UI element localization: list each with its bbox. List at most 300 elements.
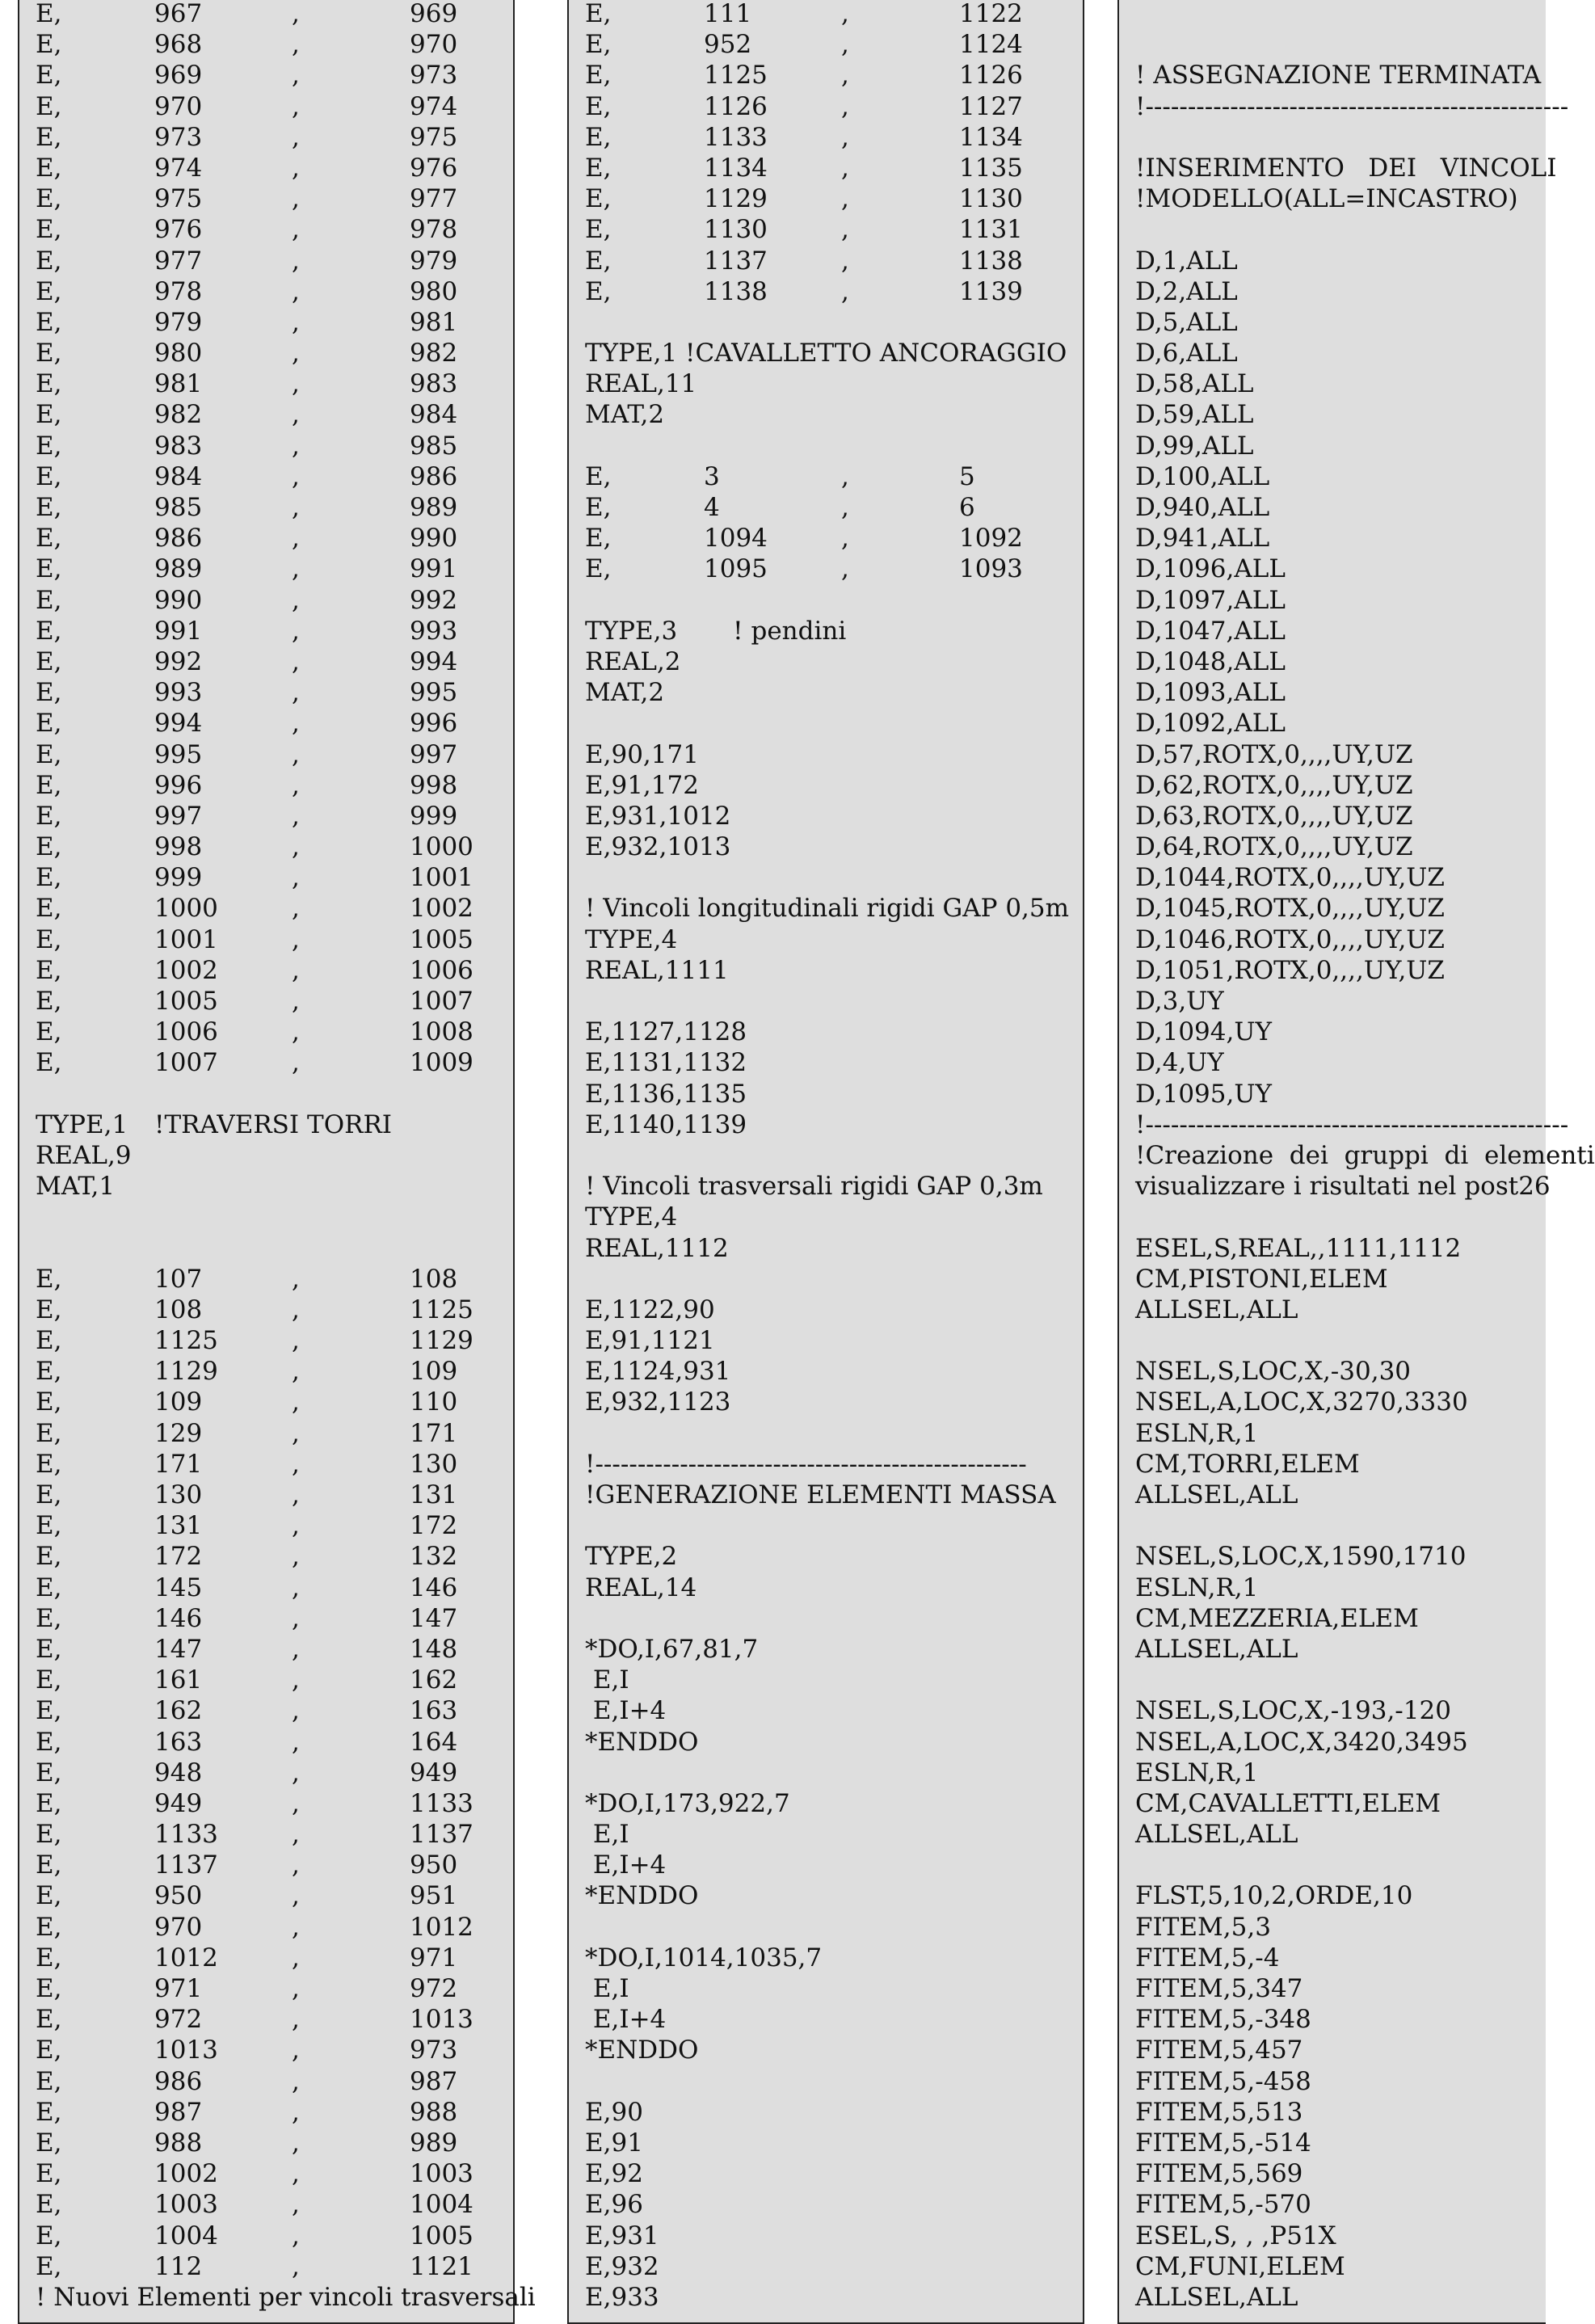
- code-token: ,: [292, 122, 300, 152]
- code-token: E,: [36, 1850, 62, 1880]
- code-token: 985: [154, 493, 203, 522]
- code-line: [585, 2221, 1083, 2251]
- code-token: 1005: [410, 2221, 473, 2250]
- code-line: [36, 801, 513, 832]
- code-token: ,: [292, 2128, 300, 2158]
- code-token: E,: [36, 1603, 62, 1633]
- code-token: 172: [154, 1542, 203, 1572]
- code-token: E,: [36, 1665, 62, 1695]
- code-text: D,1097,ALL: [1135, 585, 1286, 615]
- code-token: ,: [292, 894, 300, 924]
- code-line: [585, 1449, 1083, 1480]
- code-line: [1135, 677, 1546, 708]
- code-token: ,: [292, 1788, 300, 1818]
- code-line: [1135, 2158, 1546, 2189]
- code-token: ,: [292, 709, 300, 739]
- code-token: 976: [154, 215, 203, 245]
- code-token: E,: [36, 215, 62, 245]
- code-token: 1134: [704, 153, 768, 183]
- code-token: ,: [292, 246, 300, 276]
- code-token: 146: [410, 1572, 458, 1602]
- code-line: [585, 646, 1083, 677]
- code-text: D,1093,ALL: [1135, 678, 1286, 708]
- code-line: [1135, 91, 1569, 122]
- code-token: 999: [154, 863, 203, 893]
- code-line: [36, 29, 513, 60]
- code-text: FITEM,5,347: [1135, 1974, 1303, 2003]
- code-line: [36, 646, 513, 677]
- code-line: [585, 739, 1083, 770]
- code-text: MAT,1: [36, 1172, 116, 1202]
- code-text: E,1122,90: [585, 1295, 715, 1324]
- code-token: 1139: [959, 276, 1023, 306]
- code-text: TYPE,4: [585, 1202, 678, 1232]
- code-line: [1135, 2251, 1546, 2282]
- code-text: E,933: [585, 2282, 659, 2312]
- code-line: [1135, 2004, 1546, 2035]
- code-token: 1137: [410, 1820, 473, 1850]
- code-token: ,: [841, 61, 849, 91]
- code-token: E,: [36, 1881, 62, 1911]
- code-line: [1135, 1140, 1595, 1171]
- code-token: 993: [154, 678, 203, 708]
- code-line: [36, 708, 513, 739]
- code-token: ,: [841, 524, 849, 554]
- code-token: E,: [36, 461, 62, 491]
- code-text: D,1051,ROTX,0,,,,UY,UZ: [1135, 955, 1445, 985]
- code-line: [1135, 461, 1546, 492]
- code-text: ALLSEL,ALL: [1135, 1634, 1298, 1664]
- code-token: 163: [154, 1727, 203, 1757]
- code-token: E,: [585, 524, 612, 554]
- code-token: 981: [410, 307, 458, 337]
- code-token: 1131: [959, 215, 1023, 245]
- code-text: CM,MEZZERIA,ELEM: [1135, 1603, 1419, 1633]
- code-token: 171: [410, 1418, 458, 1448]
- code-token: ,: [292, 30, 300, 60]
- code-token: E,: [36, 1295, 62, 1324]
- code-token: 161: [154, 1665, 203, 1695]
- code-text: ESLN,R,1: [1135, 1758, 1259, 1787]
- code-token: 997: [154, 801, 203, 831]
- code-line: [36, 1541, 513, 1572]
- code-token: ,: [292, 2097, 300, 2127]
- code-line: [1135, 1727, 1546, 1758]
- code-token: E,: [36, 1511, 62, 1541]
- code-text: E,92: [585, 2159, 643, 2189]
- code-text: FITEM,5,-570: [1135, 2190, 1311, 2220]
- code-token: 1121: [410, 2251, 473, 2281]
- code-line: [36, 1171, 513, 1202]
- code-line: [36, 832, 513, 862]
- code-token: ,: [292, 616, 300, 646]
- code-token: 131: [410, 1480, 458, 1509]
- code-token: E,: [585, 122, 612, 152]
- code-text: FITEM,5,569: [1135, 2159, 1303, 2189]
- code-token: E,: [36, 1634, 62, 1664]
- code-line: [585, 832, 1083, 862]
- code-token: E,: [585, 276, 612, 306]
- code-token: ,: [292, 554, 300, 584]
- code-line: [36, 616, 513, 646]
- code-text: MAT,2: [585, 678, 665, 708]
- code-token: ,: [292, 2159, 300, 2189]
- code-token: ,: [292, 1758, 300, 1787]
- code-token: 986: [154, 524, 203, 554]
- code-line: [36, 924, 513, 955]
- code-line: [36, 1788, 513, 1819]
- code-text: CM,CAVALLETTI,ELEM: [1135, 1788, 1441, 1818]
- code-token: ,: [292, 91, 300, 121]
- code-token: ,: [292, 431, 300, 461]
- code-token: 996: [410, 709, 458, 739]
- code-text: MAT,2: [585, 400, 665, 430]
- code-token: E,: [36, 2097, 62, 2127]
- code-line: [585, 1850, 1083, 1880]
- code-line: [1135, 1634, 1546, 1665]
- code-line: [585, 1264, 1083, 1295]
- code-token: 973: [410, 61, 458, 91]
- code-line: [1135, 1264, 1546, 1295]
- code-token: E,: [36, 1480, 62, 1509]
- code-line: [585, 1758, 1083, 1788]
- code-token: 988: [154, 2128, 203, 2158]
- code-line: [585, 1541, 1083, 1572]
- code-token: ,: [292, 1603, 300, 1633]
- code-line: [585, 461, 1083, 492]
- code-line: [1135, 585, 1546, 616]
- code-line: [36, 0, 513, 29]
- code-text: CM,TORRI,ELEM: [1135, 1449, 1360, 1479]
- code-token: TYPE,1: [36, 1109, 128, 1139]
- code-token: E,: [36, 585, 62, 615]
- code-token: 975: [154, 184, 203, 214]
- code-line: [585, 91, 1083, 122]
- code-line: [1135, 1356, 1546, 1387]
- code-token: E,: [36, 122, 62, 152]
- code-text: E,I: [585, 1974, 629, 2003]
- code-token: 969: [410, 0, 458, 28]
- code-text: NSEL,A,LOC,X,3270,3330: [1135, 1387, 1468, 1417]
- code-text: E,I+4: [585, 2005, 667, 2035]
- code-line: [36, 2004, 513, 2035]
- code-token: 3: [704, 461, 720, 491]
- code-token: ,: [841, 554, 849, 584]
- code-token: ,: [292, 1295, 300, 1324]
- code-text: REAL,11: [585, 369, 697, 399]
- code-token: 1001: [154, 924, 218, 954]
- code-token: ,: [292, 1418, 300, 1448]
- code-token: 971: [410, 1943, 458, 1972]
- code-line: [585, 122, 1083, 153]
- code-line: [36, 399, 513, 430]
- code-text: E,1136,1135: [585, 1079, 747, 1109]
- code-line: [36, 2097, 513, 2128]
- code-token: 998: [154, 832, 203, 862]
- code-text: D,1094,UY: [1135, 1017, 1272, 1047]
- code-line: [585, 1387, 1083, 1417]
- code-line: [585, 2035, 1083, 2065]
- code-line: [585, 986, 1083, 1017]
- code-token: E,: [36, 153, 62, 183]
- code-line: [36, 554, 513, 584]
- code-token: E,: [585, 91, 612, 121]
- code-line: [1135, 1788, 1546, 1819]
- code-token: E,: [36, 1727, 62, 1757]
- code-token: E,: [36, 801, 62, 831]
- code-text: D,941,ALL: [1135, 524, 1270, 554]
- code-token: E,: [36, 400, 62, 430]
- code-token: 994: [154, 709, 203, 739]
- code-token: 991: [410, 554, 458, 584]
- code-token: 1124: [959, 30, 1023, 60]
- code-line: [585, 1912, 1083, 1943]
- code-token: ,: [292, 2221, 300, 2250]
- code-line: [36, 214, 513, 245]
- code-line: [1135, 246, 1546, 276]
- code-token: E,: [36, 1696, 62, 1726]
- code-token: ,: [841, 91, 849, 121]
- code-line: [1135, 2128, 1546, 2158]
- code-line: [585, 1572, 1083, 1603]
- code-token: 983: [410, 369, 458, 399]
- code-token: E,: [36, 2159, 62, 2189]
- code-text: D,59,ALL: [1135, 400, 1254, 430]
- code-line: [585, 1973, 1083, 2004]
- code-line: [36, 523, 513, 554]
- code-token: E,: [36, 1758, 62, 1787]
- code-token: 132: [410, 1542, 458, 1572]
- code-token: E,: [36, 1542, 62, 1572]
- code-text: D,940,ALL: [1135, 493, 1270, 522]
- code-token: ,: [292, 646, 300, 676]
- code-line: [585, 1510, 1083, 1541]
- code-line: [1135, 1017, 1546, 1047]
- code-line: [585, 1233, 1083, 1264]
- code-column-1: [18, 0, 536, 2324]
- code-line: [585, 1695, 1083, 1726]
- code-line: [585, 1788, 1083, 1819]
- code-line: [585, 1665, 1083, 1695]
- code-text: D,64,ROTX,0,,,,UY,UZ: [1135, 832, 1413, 862]
- code-line: [585, 60, 1083, 91]
- code-line: [1135, 1387, 1546, 1417]
- code-line: [1135, 338, 1546, 368]
- code-line: [1135, 1510, 1546, 1541]
- code-text: D,58,ALL: [1135, 369, 1254, 399]
- code-text: E,1127,1128: [585, 1017, 747, 1047]
- code-line: [36, 2221, 513, 2251]
- code-line: [1135, 1079, 1546, 1109]
- code-token: 952: [704, 30, 752, 60]
- code-line: [36, 862, 513, 893]
- code-token: 987: [410, 2066, 458, 2096]
- code-line: [36, 307, 513, 338]
- code-token: 978: [410, 215, 458, 245]
- code-token: 146: [154, 1603, 203, 1633]
- code-text: REAL,2: [585, 646, 681, 676]
- code-line: [1135, 862, 1546, 893]
- code-token: ,: [292, 1326, 300, 1356]
- code-token: 992: [410, 585, 458, 615]
- code-text: D,1046,ROTX,0,,,,UY,UZ: [1135, 924, 1445, 954]
- code-token: 972: [410, 1974, 458, 2003]
- code-token: ,: [292, 770, 300, 800]
- code-line: [585, 523, 1083, 554]
- code-line: [36, 1665, 513, 1695]
- code-token: E,: [36, 863, 62, 893]
- code-line: [36, 246, 513, 276]
- code-text: D,1092,ALL: [1135, 709, 1286, 739]
- code-token: 980: [410, 276, 458, 306]
- code-line: [585, 1727, 1083, 1758]
- code-token: ,: [841, 184, 849, 214]
- code-line: [36, 60, 513, 91]
- code-token: E,: [36, 91, 62, 121]
- code-token: 1133: [410, 1788, 473, 1818]
- code-token: ,: [292, 585, 300, 615]
- code-token: 999: [410, 801, 458, 831]
- code-line: [36, 2189, 513, 2220]
- code-token: 1137: [154, 1850, 218, 1880]
- code-token: E,: [585, 246, 612, 276]
- code-text: E,932: [585, 2251, 659, 2281]
- code-line: [36, 955, 513, 986]
- code-token: ,: [841, 215, 849, 245]
- code-lines: [585, 0, 1083, 2313]
- code-text: E,931,1012: [585, 801, 731, 831]
- code-text: visualizzare i risultati nel post26: [1135, 1172, 1551, 1202]
- code-text: D,1044,ROTX,0,,,,UY,UZ: [1135, 863, 1445, 893]
- code-line: [1135, 955, 1546, 986]
- code-line: [585, 1603, 1083, 1634]
- code-token: 1138: [959, 246, 1023, 276]
- code-text: FITEM,5,-514: [1135, 2128, 1311, 2158]
- code-token: 989: [410, 2128, 458, 2158]
- code-line: [1135, 276, 1546, 307]
- code-line: [36, 368, 513, 399]
- code-text: E,I+4: [585, 1696, 667, 1726]
- code-token: E,: [36, 987, 62, 1016]
- code-text: D,4,UY: [1135, 1048, 1224, 1078]
- code-token: E,: [36, 61, 62, 91]
- code-token: 989: [410, 493, 458, 522]
- code-token: ,: [841, 246, 849, 276]
- code-text: *DO,I,67,81,7: [585, 1634, 759, 1664]
- code-line: [36, 2158, 513, 2189]
- code-line: [1135, 1973, 1546, 2004]
- code-line: [585, 1418, 1083, 1449]
- code-line: [36, 1356, 513, 1387]
- code-line: [585, 585, 1083, 616]
- code-token: E,: [36, 1449, 62, 1479]
- code-token: 4: [704, 493, 720, 522]
- code-line: [585, 708, 1083, 739]
- code-token: E,: [36, 1820, 62, 1850]
- code-token: 131: [154, 1511, 203, 1541]
- code-token: 986: [410, 461, 458, 491]
- code-token: E,: [36, 369, 62, 399]
- code-token: E,: [585, 493, 612, 522]
- code-text: E,91,1121: [585, 1326, 715, 1356]
- code-token: 996: [154, 770, 203, 800]
- code-token: E,: [36, 894, 62, 924]
- code-token: 1094: [704, 524, 768, 554]
- code-token: 985: [410, 431, 458, 461]
- code-token: 1125: [704, 61, 768, 91]
- code-token: 970: [410, 30, 458, 60]
- code-token: 974: [410, 91, 458, 121]
- code-token: ,: [292, 1387, 300, 1417]
- code-token: E,: [36, 1572, 62, 1602]
- code-token: E,: [36, 0, 62, 28]
- code-line: [585, 1202, 1083, 1232]
- code-token: ,: [292, 2005, 300, 2035]
- code-token: E,: [36, 524, 62, 554]
- code-token: 997: [410, 739, 458, 769]
- code-text: FITEM,5,-4: [1135, 1943, 1280, 1972]
- code-token: 108: [154, 1295, 203, 1324]
- code-token: 1129: [410, 1326, 473, 1356]
- code-line: [585, 276, 1083, 307]
- code-line: [36, 585, 513, 616]
- code-line: [1135, 122, 1546, 153]
- code-line: [36, 1264, 513, 1295]
- code-text: REAL,1111: [585, 955, 729, 985]
- code-text: REAL,14: [585, 1572, 697, 1602]
- code-line: [585, 368, 1083, 399]
- code-token: ,: [292, 863, 300, 893]
- code-token: ,: [292, 2036, 300, 2065]
- code-token: ,: [292, 1850, 300, 1880]
- code-token: ,: [292, 339, 300, 368]
- code-line: [585, 2158, 1083, 2189]
- code-token: 6: [959, 493, 975, 522]
- code-token: 949: [154, 1788, 203, 1818]
- code-line: [585, 1480, 1083, 1510]
- code-token: E,: [36, 616, 62, 646]
- code-token: 1125: [154, 1326, 218, 1356]
- code-line: [36, 1047, 513, 1078]
- code-line: [1135, 801, 1546, 832]
- code-text: CM,PISTONI,ELEM: [1135, 1264, 1388, 1294]
- code-text: NSEL,A,LOC,X,3420,3495: [1135, 1727, 1468, 1757]
- code-token: E,: [36, 739, 62, 769]
- code-token: 984: [410, 400, 458, 430]
- code-token: E,: [36, 2005, 62, 2035]
- code-token: 993: [410, 616, 458, 646]
- code-token: 980: [154, 339, 203, 368]
- code-text: !GENERAZIONE ELEMENTI MASSA: [585, 1480, 1056, 1509]
- code-token: 1126: [959, 61, 1023, 91]
- code-token: 109: [154, 1387, 203, 1417]
- code-token: ,: [292, 739, 300, 769]
- code-line: [1135, 183, 1546, 214]
- code-token: E,: [36, 1264, 62, 1294]
- code-line: [1135, 2035, 1546, 2065]
- code-token: E,: [36, 2251, 62, 2281]
- code-token: ,: [292, 1696, 300, 1726]
- code-token: 162: [410, 1665, 458, 1695]
- code-token: ,: [292, 153, 300, 183]
- code-line: [36, 2128, 513, 2158]
- code-line: [1135, 1819, 1546, 1850]
- code-line: [36, 1758, 513, 1788]
- code-line: [585, 492, 1083, 523]
- code-line: [36, 492, 513, 523]
- code-text: ESEL,S,REAL,,1111,1112: [1135, 1233, 1462, 1263]
- code-line: [36, 739, 513, 770]
